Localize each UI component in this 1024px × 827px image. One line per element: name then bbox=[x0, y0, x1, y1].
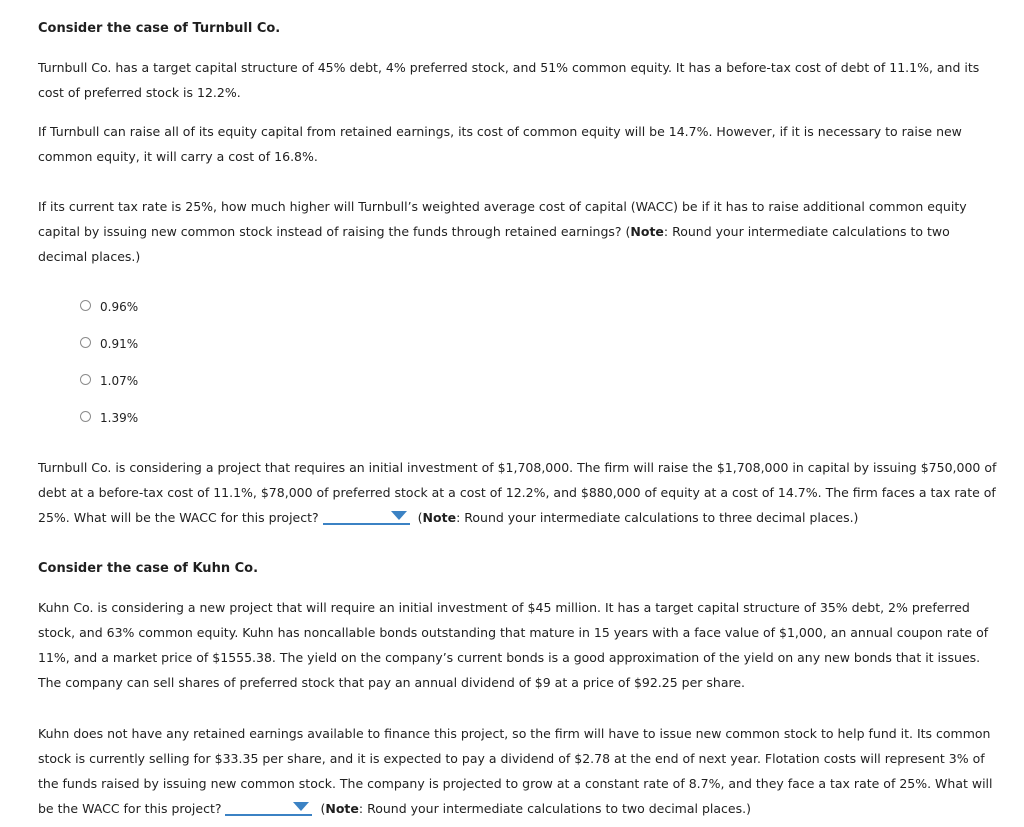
kuhn-heading: Consider the case of Kuhn Co. bbox=[38, 561, 259, 576]
turnbull-heading: Consider the case of Turnbull Co. bbox=[38, 21, 281, 36]
chevron-down-icon[interactable] bbox=[391, 511, 407, 520]
kuhn-question-text: Kuhn does not have any retained earnings available to finance this project, so the firm will have to issue new common stock to help fund it. Its common stock is currently selling for $33.35 per share, and it is expected to pay a dividend of $2.78 at the end of next year. Flotation costs will represent 3% of the funds raised by issuing new common stock. The company is projected to grow at a constant rate of 8.7%, and they face a tax rate of 25%. What will be the WACC for this project? bbox=[38, 726, 993, 816]
radio-button[interactable] bbox=[80, 300, 91, 311]
radio-button[interactable] bbox=[80, 374, 91, 385]
question-2-text: Turnbull Co. is considering a project that requires an initial investment of $1,708,000. The firm will raise the $1,708,000 in capital by issuing $750,000 of debt at a before-tax cost of 11.1%, $78,000 of preferred stock at a cost of 12.2%, and $880,000 of equity at a cost of 14.7%. The firm faces a tax rate of 25%. What will be the WACC for this project? bbox=[38, 460, 997, 525]
turnbull-question-2 bbox=[38, 455, 1003, 530]
kuhn-note-label: Note bbox=[325, 801, 359, 816]
option-label: 1.07% bbox=[100, 373, 139, 388]
answer-option-1[interactable] bbox=[80, 288, 138, 325]
answer-option-3[interactable] bbox=[80, 362, 138, 399]
turnbull-equity-costs: If Turnbull can raise all of its equity capital from retained earnings, its cost of common equity will be 14.7%. However, if it is necessary to raise new common equity, it will carry a cost of 16.8%. bbox=[38, 124, 962, 164]
option-label: 0.91% bbox=[100, 336, 139, 351]
wacc-dropdown-turnbull[interactable] bbox=[323, 507, 410, 525]
chevron-down-icon[interactable] bbox=[293, 802, 309, 811]
question-2-note-label: Note bbox=[422, 510, 457, 525]
kuhn-question bbox=[38, 721, 1003, 821]
turnbull-intro: Turnbull Co. has a target capital structure of 45% debt, 4% preferred stock, and 51% common equity. It has a before-tax cost of debt of 11.1%, and its cost of preferred stock is 12.2%. bbox=[38, 60, 980, 100]
answer-option-4[interactable] bbox=[80, 399, 138, 436]
option-label: 0.96% bbox=[100, 299, 139, 314]
option-label: 1.39% bbox=[100, 410, 139, 425]
radio-button[interactable] bbox=[80, 411, 91, 422]
question-1-note-label: Note bbox=[630, 224, 664, 239]
answer-option-2[interactable] bbox=[80, 325, 138, 362]
kuhn-note-open: ( bbox=[320, 801, 326, 816]
question-2-note-text: : Round your intermediate calculations to three decimal places.) bbox=[456, 510, 859, 525]
turnbull-question-1 bbox=[38, 194, 1003, 269]
kuhn-note-text: : Round your intermediate calculations to two decimal places.) bbox=[358, 801, 751, 816]
kuhn-intro: Kuhn Co. is considering a new project that will require an initial investment of $45 million. It has a target capital structure of 35% debt, 2% preferred stock, and 63% common equity. Kuhn has noncallable bonds outstanding that mature in 15 years with a face value of $1,000, an annual coupon rate of 11%, and a market price of $1555.38. The yield on the company’s current bonds is a good approximation of the yield on any new bonds that it issues. The company can sell shares of preferred stock that pay an annual dividend of $9 at a price of $92.25 per share. bbox=[38, 600, 989, 690]
question-2-note-open: ( bbox=[417, 510, 423, 525]
answer-options bbox=[80, 288, 138, 436]
question-1-note-text: : Round your intermediate calculations to two decimal places.) bbox=[38, 224, 950, 264]
wacc-dropdown-kuhn[interactable] bbox=[225, 798, 312, 816]
question-1-text: If its current tax rate is 25%, how much higher will Turnbull’s weighted average cost of capital (WACC) be if it has to raise additional common equity capital by issuing new common stock instead of raising the funds through retained earnings? ( bbox=[38, 199, 967, 239]
radio-button[interactable] bbox=[80, 337, 91, 348]
